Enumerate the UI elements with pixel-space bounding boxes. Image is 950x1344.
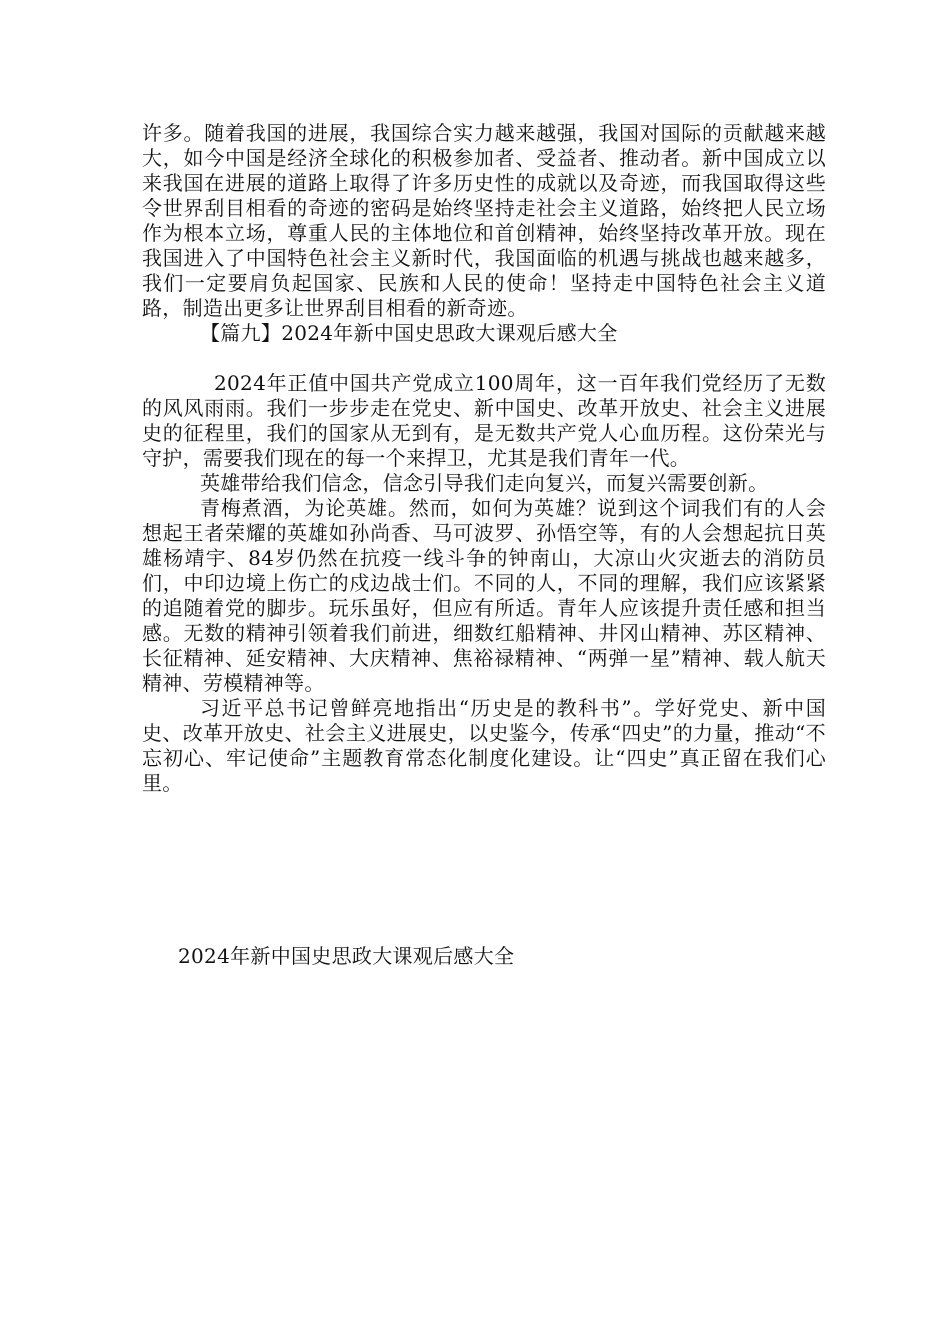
- paragraph-heroes-belief: 英雄带给我们信念，信念引导我们走向复兴，而复兴需要创新。: [200, 471, 769, 495]
- document-body: [142, 121, 826, 796]
- intro-paragraph: 许多。随着我国的进展，我国综合实力越来越强，我国对国际的贡献越来越大，如今中国是经济全球化的积极参加者、受益者、推动者。新中国成立以来我国在进展的道路上取得了许多历史性的成就以及奇迹，而我国取得这些令世界刮目相看的奇迹的密码是始终坚持走社会主义道路，始终把人民立场作为根本立场，尊重人民的主体地位和首创精神，始终坚持改革开放。现在我国进入了中国特色社会主义新时代，我国面临的机遇与挑战也越来越多，我们一定要肩负起国家、民族和人民的使命！坚持走中国特色社会主义道路，制造出更多让世界刮目相看的新奇迹。: [142, 121, 826, 320]
- paragraph-what-is-hero: 青梅煮酒，为论英雄。然而，如何为英雄？说到这个词我们有的人会想起王者荣耀的英雄如孙尚香、马可波罗、孙悟空等，有的人会想起抗日英雄杨靖宇、84岁仍然在抗疫一线斗争的钟南山，大凉山火灾逝去的消防员们，中印边境上伤亡的戍边战士们。不同的人，不同的理解，我们应该紧紧的追随着党的脚步。玩乐虽好，但应有所适。青年人应该提升责任感和担当感。无数的精神引领着我们前进，细数红船精神、井冈山精神、苏区精神、长征精神、延安精神、大庆精神、焦裕禄精神、“两弹一星”精神、载人航天精神、劳模精神等。: [142, 496, 826, 695]
- footer-title: 2024年新中国史思政大课观后感大全: [178, 944, 515, 968]
- section-heading: 【篇九】2024年新中国史思政大课观后感大全: [200, 321, 618, 345]
- paragraph-centenary: 2024年正值中国共产党成立100周年，这一百年我们党经历了无数的风风雨雨。我们一步步走在党史、新中国史、改革开放史、社会主义进展史的征程里，我们的国家从无到有，是无数共产党人心血历程。这份荣光与守护，需要我们现在的每一个来捍卫，尤其是我们青年一代。: [142, 371, 826, 470]
- paragraph-four-histories: 习近平总书记曾鲜亮地指出“历史是的教科书”。学好党史、新中国史、改革开放史、社会主义进展史，以史鉴今，传承“四史”的力量，推动“不忘初心、牢记使命”主题教育常态化制度化建设。让“四史”真正留在我们心里。: [142, 696, 826, 795]
